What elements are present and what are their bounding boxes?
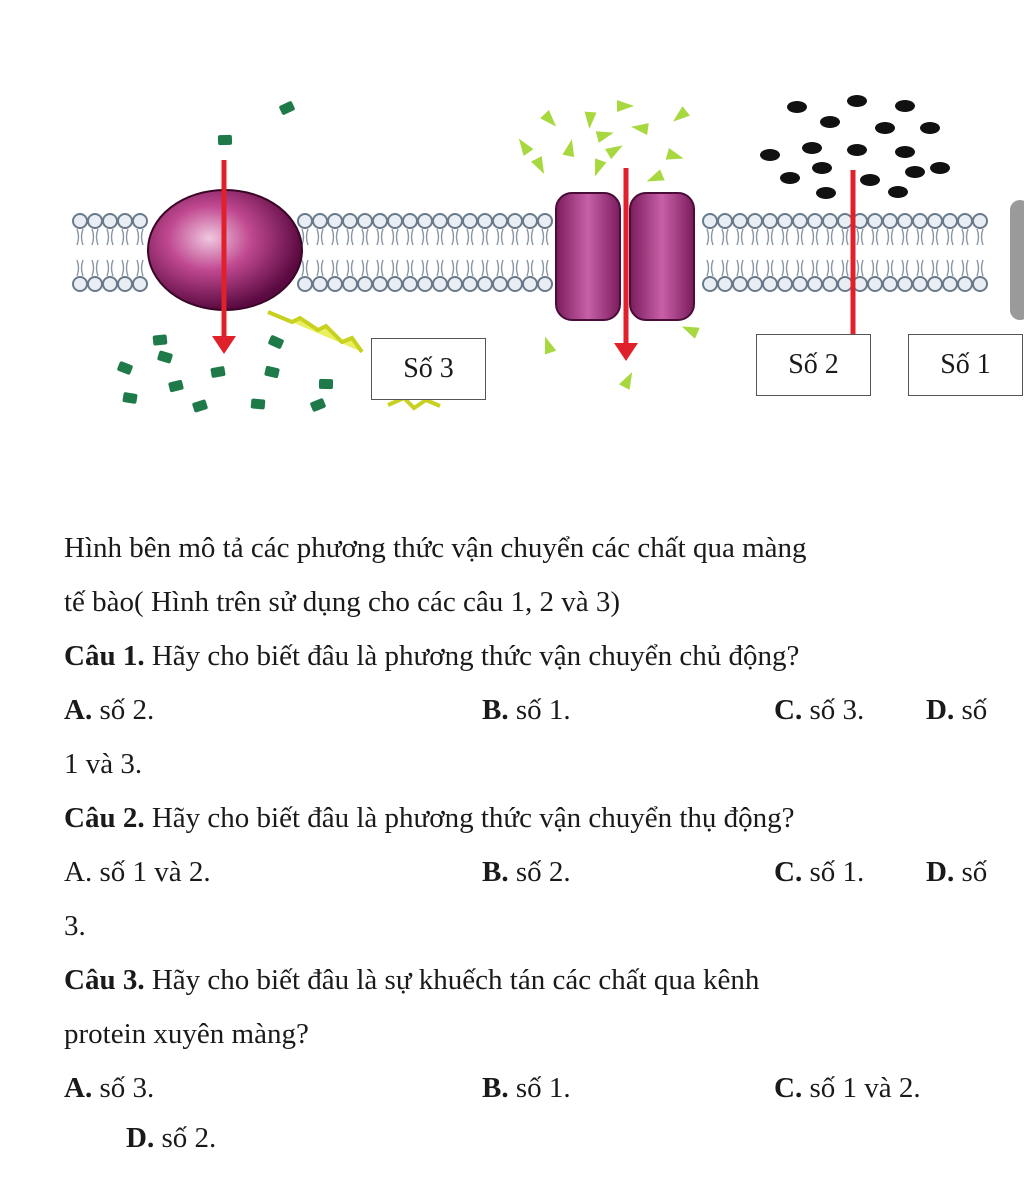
label-so-3: Số 3 <box>371 338 486 400</box>
energy-zigzag <box>268 312 362 352</box>
question-2-label: Câu 2. <box>64 802 145 834</box>
q1-option-a: A. số 2. <box>64 694 155 726</box>
question-2-text: Hãy cho biết đâu là phương thức vận chuyển thụ động? <box>144 802 795 834</box>
intro-line-1: Hình bên mô tả các phương thức vận chuyển các chất qua màng <box>64 532 807 564</box>
q3-option-c: C. số 1 và 2. <box>774 1072 921 1104</box>
q2-option-b: B. số 2. <box>482 856 571 888</box>
q1-option-d: D. số <box>926 694 988 726</box>
question-2 <box>64 802 795 835</box>
q3-option-b: B. số 1. <box>482 1072 571 1104</box>
q2-option-d: D. số <box>926 856 988 888</box>
intro-line-2: tế bào( Hình trên sử dụng cho các câu 1, 2 và 3) <box>64 586 621 618</box>
q2-option-d-wrap: 3. <box>64 910 86 942</box>
label-so-2: Số 2 <box>756 334 871 396</box>
question-1-label: Câu 1. <box>64 640 145 672</box>
q3-option-d: D. số 2. <box>126 1122 217 1154</box>
question-1-text: Hãy cho biết đâu là phương thức vận chuyển chủ động? <box>144 640 800 672</box>
membrane-transport-diagram <box>0 0 1024 470</box>
q2-option-c: C. số 1. <box>774 856 865 888</box>
question-1 <box>64 640 799 673</box>
question-3-label: Câu 3. <box>64 964 145 996</box>
question-3 <box>64 964 759 997</box>
q2-option-a: A. số 1 và 2. <box>64 856 211 888</box>
q1-option-b: B. số 1. <box>482 694 571 726</box>
q3-option-a: A. số 3. <box>64 1072 155 1104</box>
q1-option-d-wrap: 1 và 3. <box>64 748 143 780</box>
question-3-text-cont: protein xuyên màng? <box>64 1018 309 1050</box>
scroll-edge <box>1010 200 1024 320</box>
question-3-text: Hãy cho biết đâu là sự khuếch tán các chất qua kênh <box>144 964 760 996</box>
label-so-1: Số 1 <box>908 334 1023 396</box>
q1-option-c: C. số 3. <box>774 694 865 726</box>
